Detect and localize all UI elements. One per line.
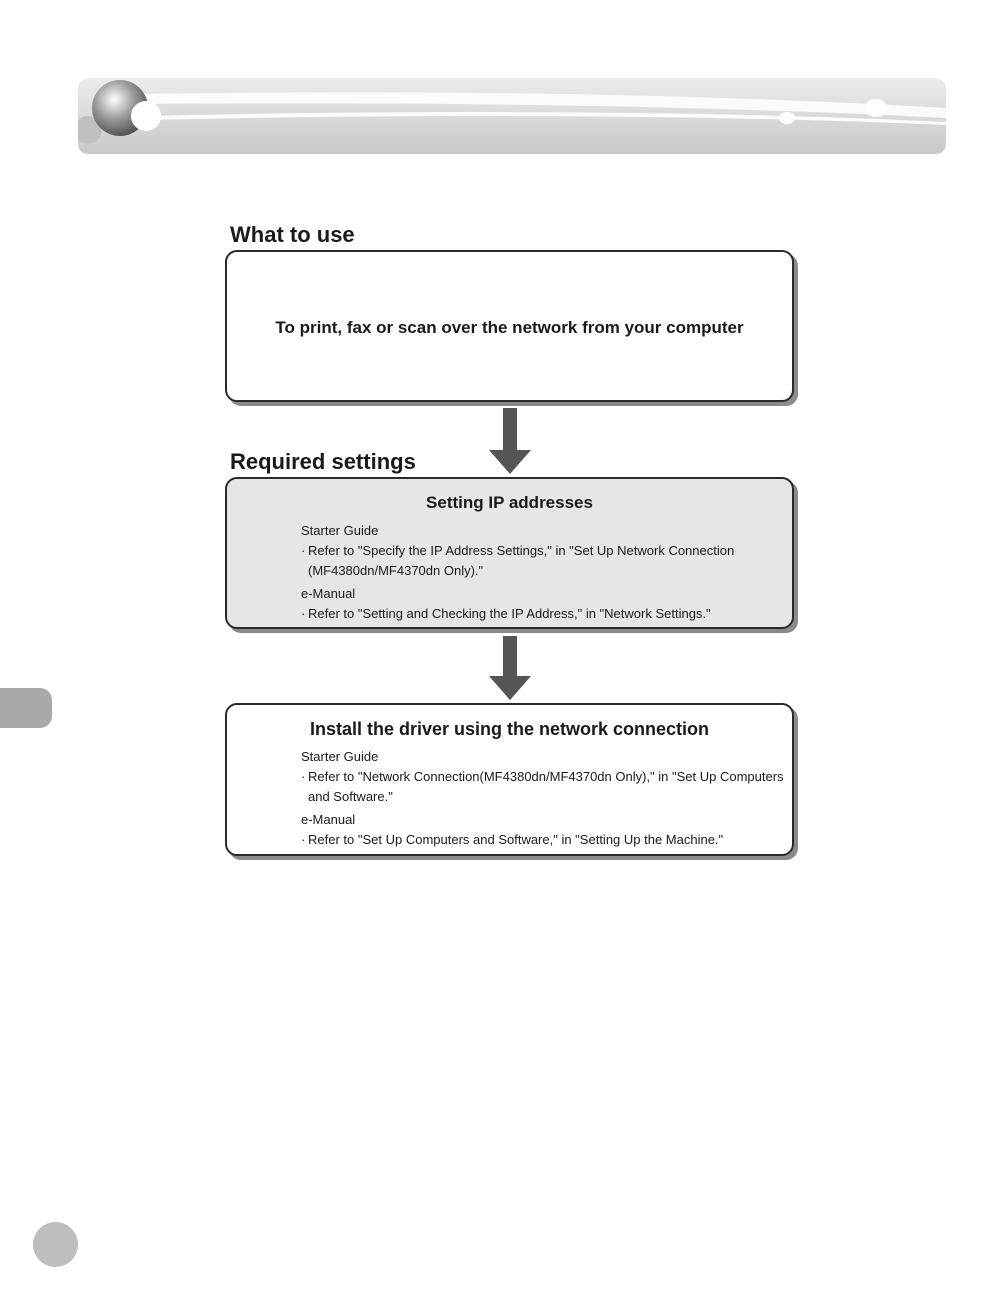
starter-guide-reference: · Refer to "Specify the IP Address Settings," in "Set Up Network Connection (MF4380dn/MF4370dn Only)." xyxy=(301,543,735,578)
starter-guide-label: Starter Guide xyxy=(301,749,379,764)
starter-guide-label: Starter Guide xyxy=(301,523,379,538)
setting-ip-title: Setting IP addresses xyxy=(426,493,593,512)
setting-ip-references xyxy=(301,521,784,624)
emanual-reference: · Refer to "Setting and Checking the IP Address," in "Network Settings." xyxy=(301,606,711,621)
emanual-label: e-Manual xyxy=(301,586,356,601)
emanual-reference: · Refer to "Set Up Computers and Software," in "Setting Up the Machine." xyxy=(301,832,724,847)
header-banner xyxy=(78,78,946,154)
what-to-use-box xyxy=(225,250,794,402)
what-to-use-text: To print, fax or scan over the network from your computer xyxy=(275,318,744,337)
page-number-circle xyxy=(33,1222,78,1267)
required-settings-heading: Required settings xyxy=(230,449,416,474)
setting-ip-box xyxy=(225,477,794,629)
chapter-side-tab xyxy=(0,688,52,728)
install-driver-title: Install the driver using the network connection xyxy=(309,719,710,739)
starter-guide-reference: · Refer to "Network Connection(MF4380dn/MF4370dn Only)," in "Set Up Computers and Software." xyxy=(301,769,784,804)
down-arrow-icon xyxy=(489,408,531,474)
down-arrow-icon xyxy=(489,636,531,700)
what-to-use-heading: What to use xyxy=(230,222,355,247)
emanual-label: e-Manual xyxy=(301,812,356,827)
install-driver-box xyxy=(225,703,794,856)
install-driver-references xyxy=(301,747,784,850)
